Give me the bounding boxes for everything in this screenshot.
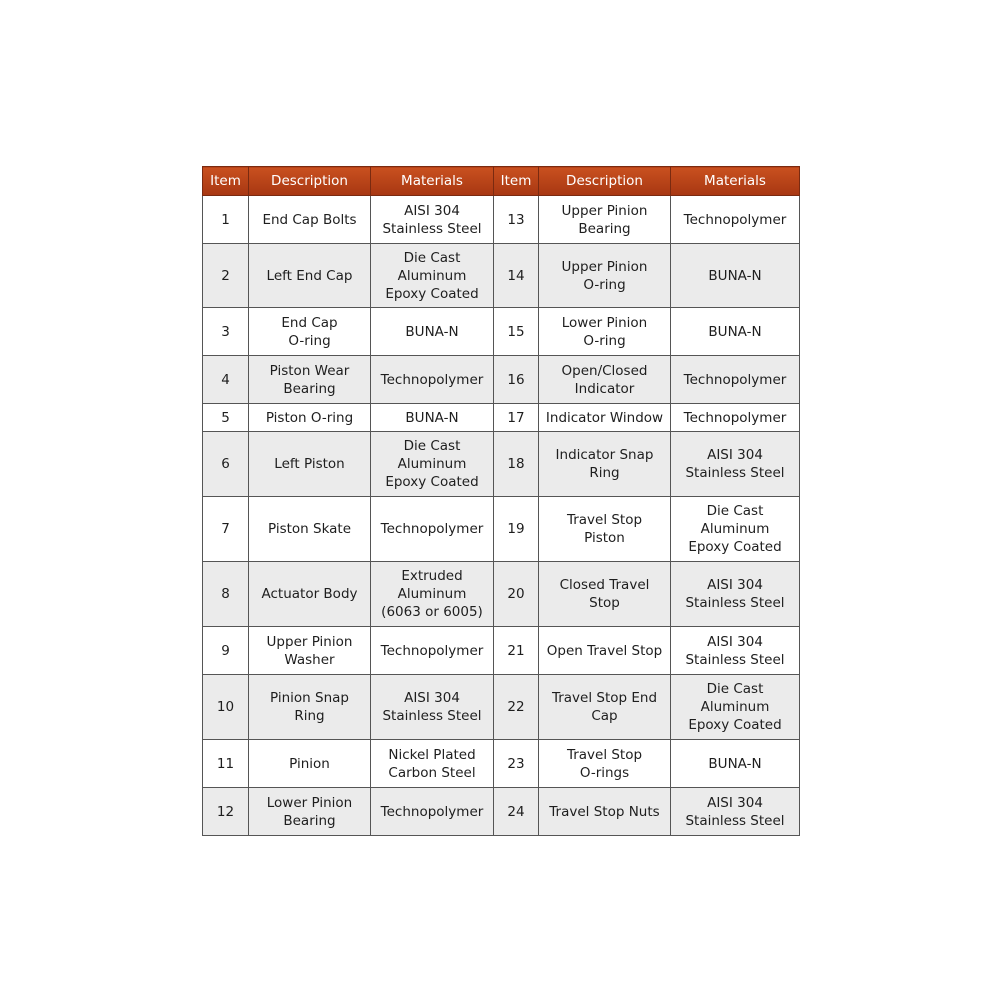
table-row [203, 627, 800, 675]
materials-cell-text: Die Cast Aluminum Epoxy Coated [385, 438, 479, 490]
materials-cell-2-text: AISI 304 Stainless Steel [685, 447, 785, 481]
materials-cell-text: Technopolymer [380, 521, 484, 537]
materials-cell-2 [671, 308, 800, 356]
description-cell-2-text: Open Travel Stop [546, 642, 663, 659]
header-description: Description [249, 167, 371, 196]
materials-cell-2 [671, 740, 800, 788]
materials-cell [371, 308, 494, 356]
materials-cell-2-text: BUNA-N [708, 755, 762, 772]
item-cell [203, 404, 249, 432]
item-cell-2-text: 18 [507, 456, 525, 472]
item-cell-2 [494, 497, 539, 562]
item-cell [203, 627, 249, 675]
item-cell-text: 5 [221, 409, 230, 426]
header-materials-2: Materials [671, 167, 800, 196]
item-cell-text: 8 [221, 586, 230, 602]
materials-cell-text: Technopolymer [380, 642, 484, 659]
materials-cell-2 [671, 244, 800, 308]
description-cell-text: Piston Skate [267, 521, 352, 537]
header-row [203, 167, 800, 196]
description-cell-2 [539, 244, 671, 308]
description-cell-2 [539, 432, 671, 497]
description-cell-2 [539, 356, 671, 404]
header-description-2: Description [539, 167, 671, 196]
item-cell-2-text: 21 [507, 642, 525, 659]
description-cell-2 [539, 675, 671, 740]
item-cell-text: 4 [221, 371, 230, 388]
description-cell-2-text: Closed Travel Stop [559, 577, 650, 611]
materials-cell-2 [671, 675, 800, 740]
item-cell-2-text: 20 [507, 586, 525, 602]
materials-cell [371, 432, 494, 497]
materials-cell-2 [671, 497, 800, 562]
description-cell-text: Piston Wear Bearing [269, 362, 350, 397]
materials-cell [371, 675, 494, 740]
item-cell-2-text: 14 [507, 267, 525, 284]
table-row [203, 308, 800, 356]
description-cell [249, 740, 371, 788]
description-cell [249, 788, 371, 836]
item-cell-2-text: 16 [507, 371, 525, 388]
materials-cell [371, 627, 494, 675]
table-row [203, 562, 800, 627]
description-cell-2 [539, 308, 671, 356]
item-cell-text: 7 [221, 521, 230, 537]
materials-cell-2 [671, 404, 800, 432]
item-cell-text: 11 [216, 755, 235, 772]
item-cell-2-text: 22 [507, 699, 525, 715]
table-row [203, 244, 800, 308]
item-cell-text: 6 [221, 456, 230, 472]
description-cell-2-text: Indicator Snap Ring [555, 447, 654, 481]
description-cell-2 [539, 562, 671, 627]
description-cell [249, 244, 371, 308]
description-cell-text: End Cap O-ring [281, 314, 338, 349]
parts-materials-table [202, 166, 800, 836]
item-cell-2 [494, 356, 539, 404]
materials-cell [371, 788, 494, 836]
materials-cell-2-text: BUNA-N [708, 323, 762, 340]
materials-cell [371, 497, 494, 562]
description-cell [249, 404, 371, 432]
item-cell-2 [494, 404, 539, 432]
materials-cell-2-text: Technopolymer [683, 371, 787, 388]
description-cell-text: Pinion [289, 755, 330, 772]
materials-cell-2-text: BUNA-N [708, 267, 762, 284]
materials-cell-2-text: Technopolymer [683, 409, 787, 426]
description-cell-text: Lower Pinion Bearing [266, 794, 353, 829]
item-cell-2 [494, 627, 539, 675]
description-cell-2-text: Open/Closed Indicator [561, 362, 648, 397]
description-cell [249, 196, 371, 244]
materials-cell-text: BUNA-N [405, 323, 459, 340]
description-cell-2 [539, 497, 671, 562]
description-cell-text: Left Piston [274, 456, 345, 472]
header-item-2: Item [494, 167, 539, 196]
item-cell [203, 196, 249, 244]
item-cell [203, 788, 249, 836]
description-cell [249, 356, 371, 404]
materials-cell-2-text: Technopolymer [683, 211, 787, 228]
materials-cell-text: Technopolymer [380, 371, 484, 388]
item-cell-2 [494, 432, 539, 497]
description-cell-text: Actuator Body [261, 586, 358, 602]
materials-cell [371, 404, 494, 432]
description-cell [249, 432, 371, 497]
description-cell-2 [539, 627, 671, 675]
table-row [203, 497, 800, 562]
description-cell-2-text: Travel Stop Piston [566, 512, 643, 546]
materials-cell-2 [671, 196, 800, 244]
item-cell-text: 1 [221, 211, 230, 228]
materials-cell-2 [671, 627, 800, 675]
table-row [203, 196, 800, 244]
item-cell-2 [494, 244, 539, 308]
description-cell-text: End Cap Bolts [262, 211, 357, 228]
materials-cell-text: BUNA-N [405, 409, 459, 426]
description-cell-2-text: Upper Pinion Bearing [561, 202, 648, 237]
description-cell [249, 562, 371, 627]
table-row [203, 432, 800, 497]
materials-cell [371, 196, 494, 244]
description-cell-2-text: Lower Pinion O-ring [561, 314, 648, 349]
materials-cell-text: Nickel Plated Carbon Steel [388, 746, 476, 781]
header-item: Item [203, 167, 249, 196]
item-cell-2 [494, 675, 539, 740]
table-row [203, 675, 800, 740]
materials-cell-2 [671, 788, 800, 836]
materials-cell-text: Die Cast Aluminum Epoxy Coated [385, 249, 479, 302]
materials-cell-2 [671, 562, 800, 627]
description-cell-2 [539, 788, 671, 836]
materials-cell-text: AISI 304 Stainless Steel [382, 690, 482, 724]
item-cell [203, 308, 249, 356]
table-row [203, 356, 800, 404]
materials-cell-text: AISI 304 Stainless Steel [382, 202, 482, 237]
description-cell [249, 627, 371, 675]
item-cell [203, 562, 249, 627]
description-cell-2-text: Upper Pinion O-ring [561, 258, 648, 293]
header-materials: Materials [371, 167, 494, 196]
description-cell-2 [539, 196, 671, 244]
item-cell [203, 675, 249, 740]
item-cell [203, 497, 249, 562]
description-cell-2-text: Travel Stop O-rings [566, 746, 643, 781]
item-cell [203, 432, 249, 497]
materials-cell [371, 740, 494, 788]
materials-cell-2-text: AISI 304 Stainless Steel [685, 633, 785, 668]
description-cell-text: Pinion Snap Ring [270, 690, 349, 724]
item-cell [203, 244, 249, 308]
description-cell-2 [539, 740, 671, 788]
item-cell-text: 2 [221, 267, 230, 284]
table-body [203, 196, 800, 836]
materials-cell [371, 244, 494, 308]
materials-cell-2-text: Die Cast Aluminum Epoxy Coated [688, 503, 782, 555]
materials-cell-2-text: AISI 304 Stainless Steel [685, 794, 785, 829]
item-cell-2 [494, 788, 539, 836]
description-cell [249, 497, 371, 562]
materials-cell-2-text: Die Cast Aluminum Epoxy Coated [688, 681, 782, 733]
description-cell [249, 675, 371, 740]
materials-cell-2 [671, 432, 800, 497]
item-cell-text: 10 [216, 699, 235, 715]
item-cell-2-text: 24 [507, 803, 525, 820]
materials-cell-text: Technopolymer [380, 803, 484, 820]
description-cell [249, 308, 371, 356]
table-row [203, 404, 800, 432]
item-cell-2 [494, 562, 539, 627]
table-row [203, 788, 800, 836]
item-cell-2-text: 23 [507, 755, 525, 772]
table-header [203, 167, 800, 196]
materials-cell-text: Extruded Aluminum (6063 or 6005) [381, 568, 483, 620]
description-cell-text: Upper Pinion Washer [266, 633, 353, 668]
item-cell-text: 9 [221, 642, 230, 659]
materials-cell [371, 562, 494, 627]
item-cell-2-text: 19 [507, 521, 525, 537]
item-cell-2-text: 17 [507, 409, 525, 426]
item-cell-2 [494, 740, 539, 788]
description-cell-2-text: Travel Stop End Cap [551, 690, 658, 724]
description-cell-2-text: Travel Stop Nuts [549, 803, 660, 820]
item-cell-2-text: 13 [507, 211, 525, 228]
description-cell-text: Left End Cap [266, 267, 353, 284]
description-cell-2 [539, 404, 671, 432]
item-cell-text: 12 [216, 803, 235, 820]
description-cell-2-text: Indicator Window [545, 409, 664, 426]
item-cell-2 [494, 308, 539, 356]
table-row [203, 740, 800, 788]
item-cell-text: 3 [221, 323, 230, 340]
item-cell-2-text: 15 [507, 323, 525, 340]
item-cell-2 [494, 196, 539, 244]
materials-cell [371, 356, 494, 404]
materials-cell-2-text: AISI 304 Stainless Steel [685, 577, 785, 611]
item-cell [203, 356, 249, 404]
item-cell [203, 740, 249, 788]
description-cell-text: Piston O-ring [265, 409, 354, 426]
materials-cell-2 [671, 356, 800, 404]
